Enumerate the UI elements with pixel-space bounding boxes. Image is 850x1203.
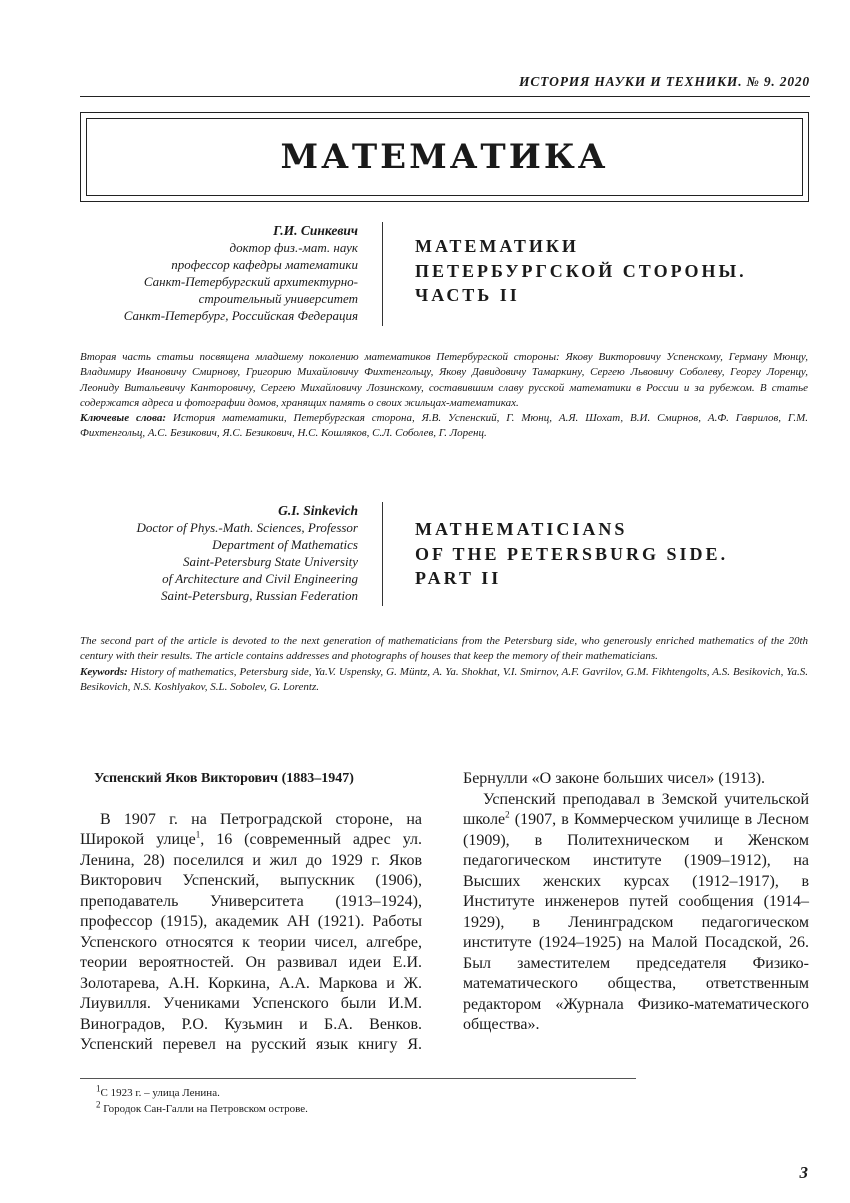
article-title-line: PART II [415, 568, 502, 588]
body-column-left [80, 769, 422, 1056]
author-affiliation-line: Санкт-Петербург, Российская Федерация [123, 308, 358, 323]
footnote [96, 1101, 696, 1117]
author-affiliation-line: Saint-Petersburg State University [183, 554, 358, 569]
author-affiliation-line: of Architecture and Civil Engineering [162, 571, 358, 586]
body-paragraph-continued [463, 769, 809, 790]
section-title-inner-frame [86, 118, 803, 196]
keywords-label: Ключевые слова: [80, 412, 167, 425]
section-title-frame [80, 112, 809, 202]
article-title-line: MATHEMATICIANS [415, 519, 628, 539]
author-block-ru [80, 222, 358, 324]
author-block-en [80, 502, 358, 604]
author-affiliation-line: Санкт-Петербургский архитектурно- [143, 274, 358, 289]
footnote [96, 1085, 696, 1101]
body-column-right [463, 769, 809, 1036]
footnote-text: Городок Сан-Галли на Петровском острове. [100, 1103, 308, 1115]
section-title: МАТЕМАТИКА [280, 137, 609, 177]
author-affiliation-line: Saint-Petersburg, Russian Federation [160, 588, 358, 603]
divider-line [382, 222, 383, 326]
keywords-text: История математики, Петербургская сторона, Я.В. Успенский, Г. Мюнц, А.Я. Шохат, В.И. Смирнов, А.Ф. Гаврилов, Г.М. Фихтенгольц, А.С. Безикович, Я.С. Безикович, Н.С. Кошляков, С.Л. Соболев, Г. Лоренц. [80, 412, 809, 440]
keywords-text: History of mathematics, Petersburg side, Ya.V. Uspensky, G. Müntz, A. Ya. Shokhat, V.I. Smirnov, A.F. Gavrilov, G.M. Fikhtengolts, A.S. Besikovich, Ya.S. Besikovich, N.S. Koshlyakov, S.L. Sobolev, G. Lorentz. [80, 665, 808, 693]
abstract-en [80, 634, 808, 695]
paragraph-text: , 16 (современный адрес ул. Ленина, 28) поселился и жил до 1929 г. Яков Викторович Успенский, выпускник (1906), преподаватель Университета (1913–1924), профессор (1915), академик АН (1921). Работы Успенского относятся к теории чисел, алгебре, теории вероятностей. Он развивал идеи Е.И. Золотарева, А.Н. Коркина, А.А. Маркова и Ж. Лиувилля. Учениками Успенского были И.М. Виноградов, Р.О. Кузьмин и Б.А. Венков. Успенский перевел на русский язык книгу Я. [80, 831, 423, 1053]
keywords-en [80, 665, 808, 696]
body-paragraph [463, 790, 809, 1036]
article-title-ru [415, 234, 815, 308]
author-name-en: G.I. Sinkevich [278, 503, 358, 518]
footnote-mark: 2 [96, 1099, 101, 1110]
paragraph-text: Бернулли «О законе больших чисел» (1913). [463, 770, 766, 787]
abstract-ru [80, 350, 808, 442]
paragraph-text: (1907, в Коммерческом училище в Лесном (1909), в Политехническом и Женском педагогическом институте (1909–1912), на Высших женских курсах (1912–1917), в Институте инженеров путей сообщения (1914–1929), в Ленинградском педагогическом институте (1924–1925) на Малой Посадской, 26. Был заместителем председателя Физико-математического общества, ответственным редактором «Журнала Физико-математического общества». [463, 811, 809, 1033]
footnote-ref: 1 [195, 829, 201, 840]
author-affiliation-line: Doctor of Phys.-Math. Sciences, Professor [136, 520, 358, 535]
footnotes [96, 1085, 696, 1117]
keywords-label: Keywords: [80, 665, 128, 678]
footnote-rule [80, 1078, 636, 1079]
abstract-text: The second part of the article is devoted to the next generation of mathematicians from the Petersburg side, who generously enriched mathematics of the 20th century with their results. The article contains addresses and photographs of houses that keep the memory of their mathematicians. [80, 635, 808, 663]
divider-line [382, 502, 383, 606]
article-title-en [415, 517, 815, 591]
paragraph-text: Успенский преподавал в Земской учительской школе [463, 790, 809, 828]
body-paragraph [80, 810, 422, 1056]
keywords-ru [80, 411, 808, 442]
author-affiliation-line: Department of Mathematics [212, 537, 358, 552]
article-title-line: ПЕТЕРБУРГСКОЙ СТОРОНЫ. [415, 260, 747, 281]
journal-header: ИСТОРИЯ НАУКИ И ТЕХНИКИ. № 9. 2020 [80, 74, 810, 97]
author-affiliation-line: строительный университет [198, 291, 358, 306]
article-title-line: ЧАСТЬ II [415, 285, 520, 305]
paragraph-text: В 1907 г. на Петроградской стороне, на Широкой улице [80, 810, 422, 848]
author-affiliation-line: доктор физ.-мат. наук [229, 240, 358, 255]
footnote-ref: 2 [505, 809, 510, 820]
author-affiliation-line: профессор кафедры математики [171, 257, 358, 272]
article-title-line: OF THE PETERSBURG SIDE. [415, 543, 729, 564]
footnote-mark: 1 [96, 1083, 101, 1094]
page-number: 3 [799, 1163, 808, 1182]
abstract-text: Вторая часть статьи посвящена младшему поколению математиков Петербургской стороны: Якову Викторовичу Успенскому, Герману Мюнцу, Владимиру Ивановичу Смирнову, Григорию Михайловичу Фихтенгольцу, Якову Давидовичу Тамаркину, Сергею Львовичу Соболеву, Георгу Лоренцу, Леониду Витальевичу Канторовичу, Сергею Михайловичу Лозинскому, составившим славу русской математики в России и за рубежом. В статье содержатся адреса и фотографии домов, хранящих память о своих жильцах-математиках. [80, 351, 808, 409]
subheading: Успенский Яков Викторович (1883–1947) [94, 771, 354, 786]
author-name-ru: Г.И. Синкевич [273, 223, 358, 238]
footnote-text: С 1923 г. – улица Ленина. [100, 1087, 220, 1099]
article-title-line: МАТЕМАТИКИ [415, 236, 579, 256]
